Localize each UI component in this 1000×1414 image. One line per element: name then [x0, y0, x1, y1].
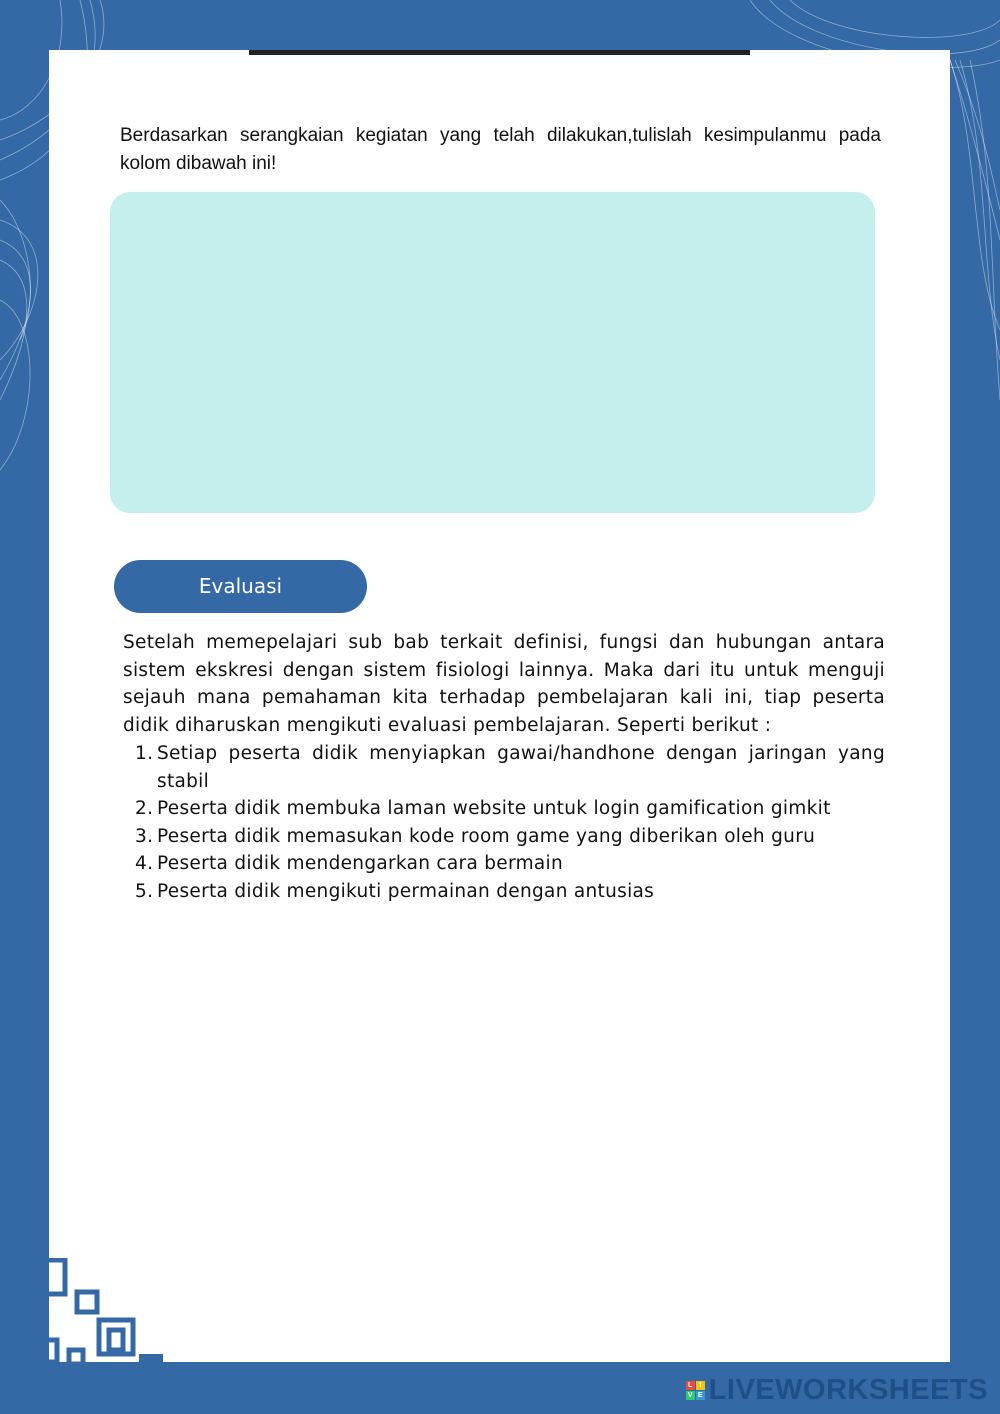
- logo-text: LIVEWORKSHEETS: [708, 1373, 988, 1406]
- list-item-number: 5.: [135, 880, 154, 902]
- list-item: [123, 823, 885, 851]
- list-item-text: Peserta didik membuka laman website untuk login gamification gimkit: [157, 798, 831, 820]
- list-item-number: 2.: [135, 798, 154, 820]
- evaluation-paragraph: Setelah memepelajari sub bab terkait definisi, fungsi dan hubungan antara sistem ekskresi dengan sistem fisiologi lainnya. Maka dari itu untuk menguji sejauh mana pemahaman kita terhadap pembelajaran kali ini, tiap peserta didik diharuskan mengikuti evaluasi pembelajaran. Seperti berikut :: [123, 632, 885, 736]
- list-item-text: Setiap peserta didik menyiapkan gawai/handhone dengan jaringan yang stabil: [157, 743, 885, 792]
- list-item-number: 3.: [135, 825, 154, 847]
- top-divider: [249, 50, 750, 55]
- logo-letter: L: [686, 1381, 695, 1390]
- instruction-text: Berdasarkan serangkaian kegiatan yang telah dilakukan,tulislah kesimpulanmu pada kolom dibawah ini!: [120, 125, 881, 174]
- list-item: [123, 740, 885, 795]
- list-item-text: Peserta didik memasukan kode room game yang diberikan oleh guru: [157, 825, 816, 847]
- list-item-number: 4.: [135, 853, 154, 875]
- list-item-number: 1.: [135, 743, 154, 764]
- evaluation-steps-list: [123, 740, 885, 906]
- list-item: [123, 795, 885, 823]
- evaluasi-section-label: Evaluasi: [114, 560, 367, 613]
- squares-decoration-icon: [49, 1258, 169, 1362]
- logo-letter: I: [696, 1381, 705, 1390]
- list-item: [123, 850, 885, 878]
- list-item: [123, 878, 885, 906]
- worksheet-page: [49, 50, 950, 1362]
- liveworksheets-logo: [686, 1375, 988, 1405]
- list-item-text: Peserta didik mendengarkan cara bermain: [157, 853, 563, 875]
- logo-letter: V: [686, 1391, 695, 1400]
- logo-letter: E: [696, 1391, 705, 1400]
- conclusion-answer-field[interactable]: [110, 192, 875, 513]
- list-item-text: Peserta didik mengikuti permainan dengan antusias: [157, 880, 655, 902]
- liveworksheets-logo-icon: [686, 1381, 705, 1400]
